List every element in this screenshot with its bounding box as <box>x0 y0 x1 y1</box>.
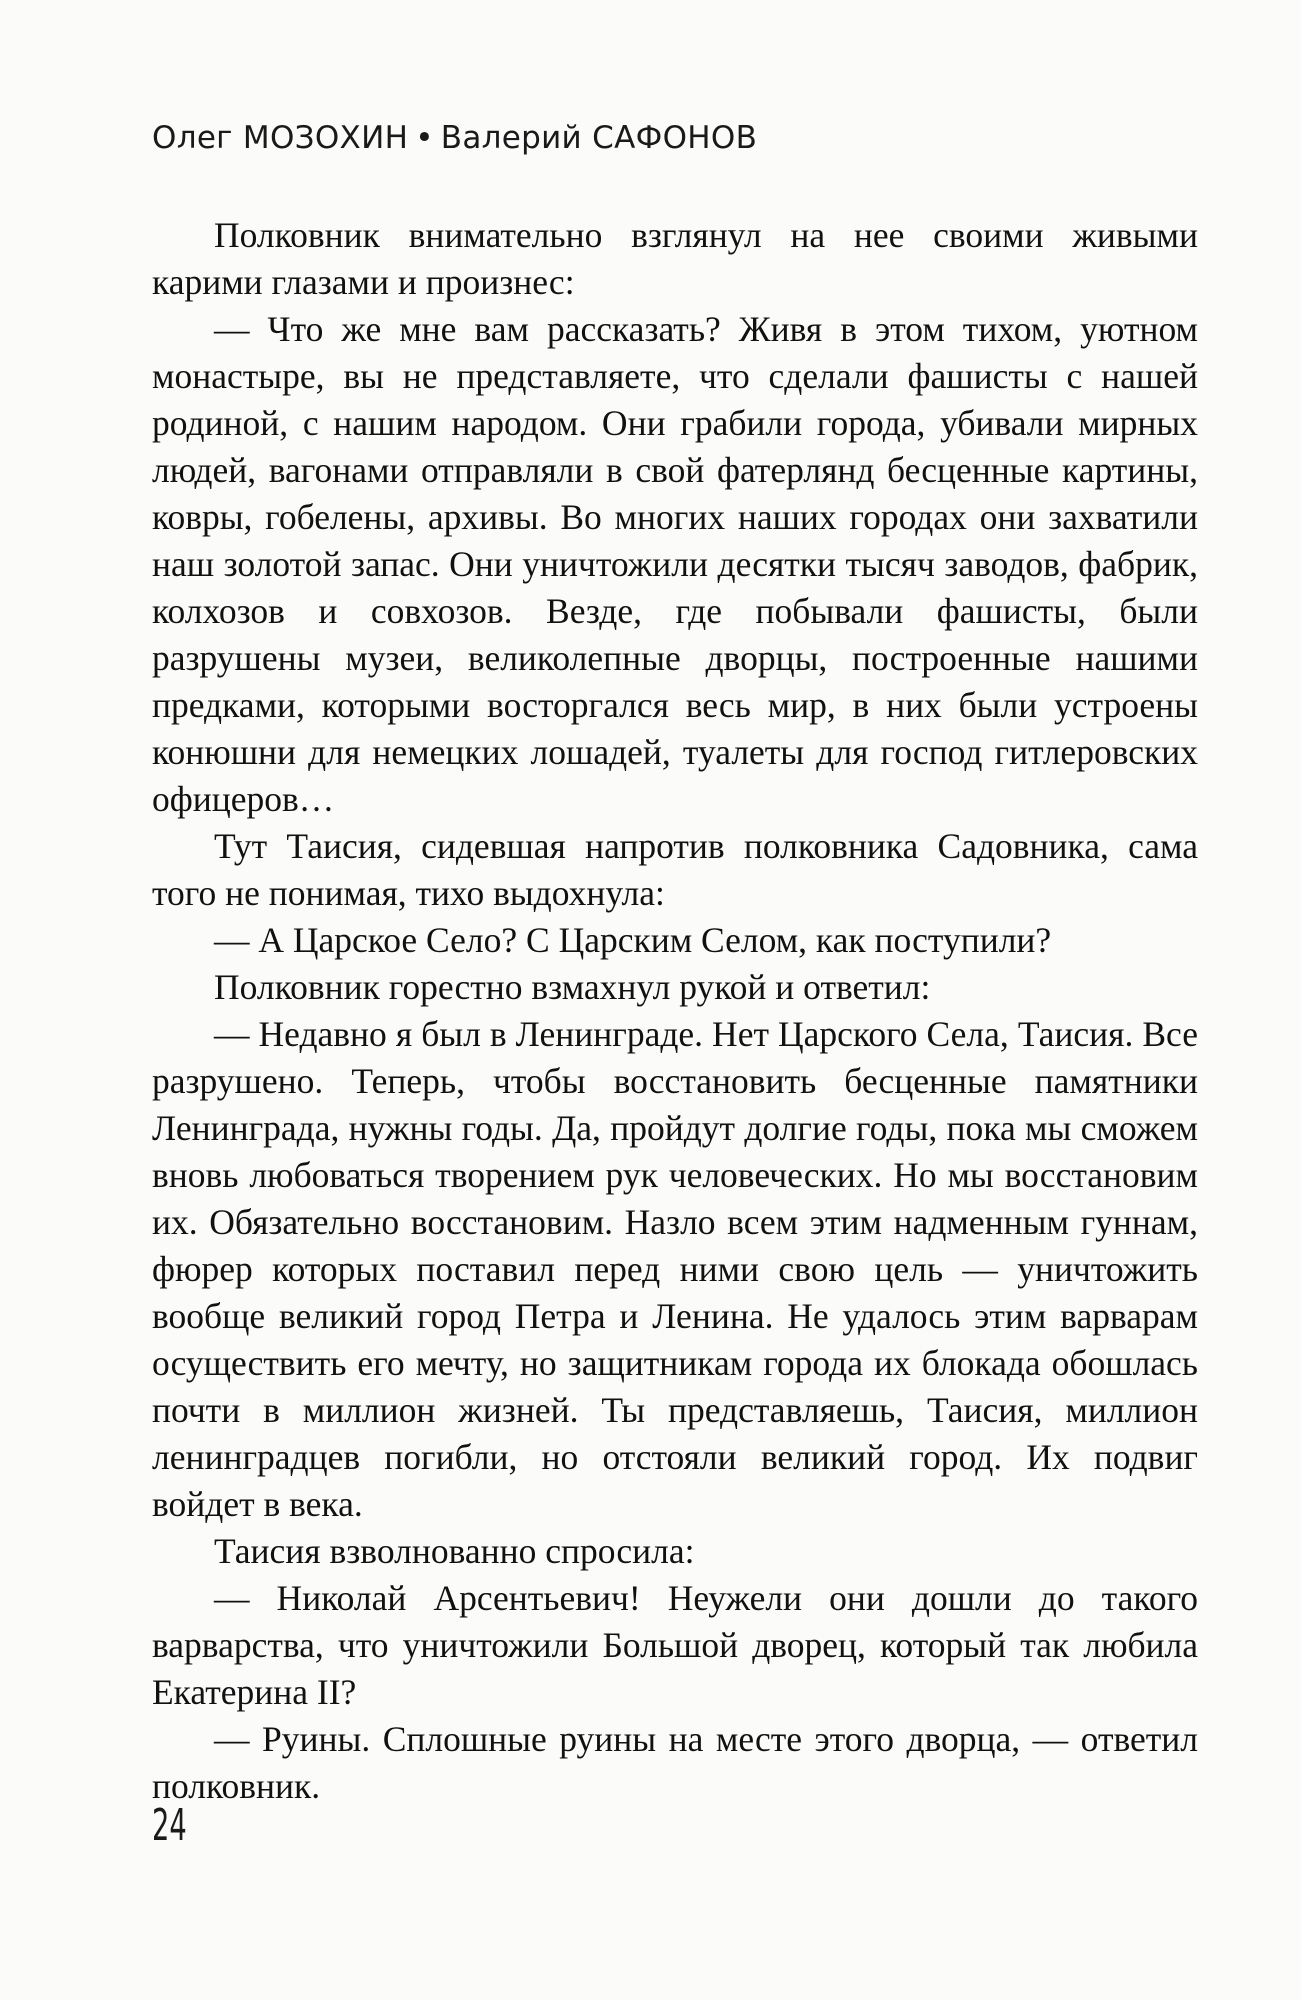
paragraph: — А Царское Село? С Царским Селом, как поступили? <box>214 920 1052 960</box>
paragraph: — Недавно я был в Ленинграде. Нет Царского Села, Таисия. Все разрушено. Теперь, чтобы восстановить бесценные памятники Ленинграда, нужны годы. Да, пройдут долгие годы, пока мы сможем вновь любоваться творением рук человеческих. Но мы восстановим их. Обязательно восстановим. Назло всем этим надменным гуннам, фюрер которых поставил перед ними свою цель — уничтожить вообще великий город Петра и Ленина. Не удалось этим варварам осуществить его мечту, но защитникам города их блокада обошлась почти в миллион жизней. Ты представляешь, Таисия, миллион ленинградцев погибли, но отстояли великий город. Их подвиг войдет в века. <box>152 1014 1198 1524</box>
author-name-1: Олег МОЗОХИН <box>152 120 409 156</box>
author-name-2: Валерий САФОНОВ <box>440 120 758 156</box>
page-number: 24 <box>152 1800 187 1851</box>
author-separator: • <box>415 120 434 156</box>
paragraph: — Николай Арсентьевич! Неужели они дошли до такого варварства, что уничтожили Большой дворец, который так любила Екатерина II? <box>152 1578 1198 1712</box>
paragraph: Тут Таисия, сидевшая напротив полковника Садовника, сама того не понимая, тихо выдохнула: <box>152 826 1198 913</box>
paragraph: — Что же мне вам рассказать? Живя в этом тихом, уютном монастыре, вы не представляете, что сделали фашисты с нашей родиной, с нашим народом. Они грабили города, убивали мирных людей, вагонами отправляли в свой фатерлянд бесценные картины, ковры, гобелены, архивы. Во многих наших городах они захватили наш золотой запас. Они уничтожили десятки тысяч заводов, фабрик, колхозов и совхозов. Везде, где побывали фашисты, были разрушены музеи, великолепные дворцы, построенные нашими предками, которыми восторгался весь мир, в них были устроены конюшни для немецких лошадей, туалеты для господ гитлеровских офицеров… <box>152 309 1198 819</box>
paragraph: Полковник горестно взмахнул рукой и ответил: <box>214 967 931 1007</box>
paragraph: — Руины. Сплошные руины на месте этого дворца, — ответил полковник. <box>152 1719 1198 1806</box>
body-text <box>152 212 1198 1810</box>
paragraph: Таисия взволнованно спросила: <box>214 1531 695 1571</box>
running-head <box>152 120 757 156</box>
paragraph: Полковник внимательно взглянул на нее своими живыми карими глазами и произнес: <box>152 215 1198 302</box>
